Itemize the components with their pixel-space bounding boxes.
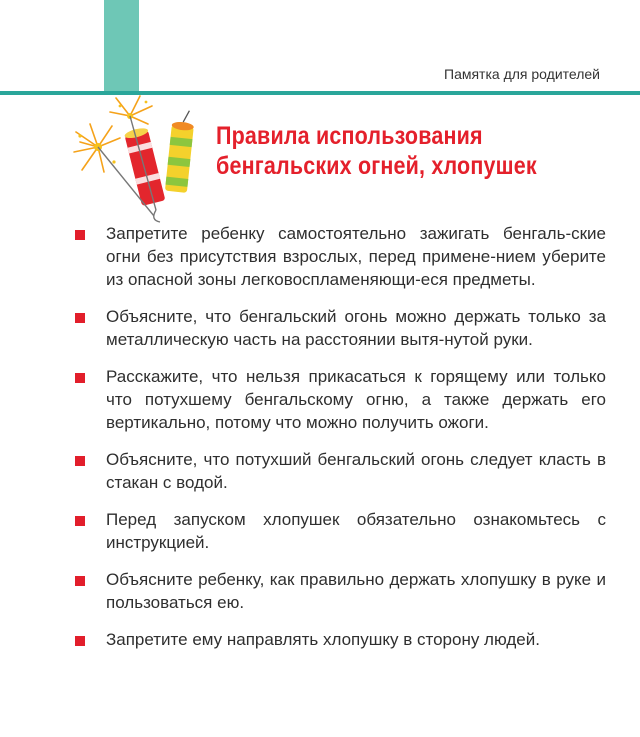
- list-item-text: Объясните, что бенгальский огонь можно держать только за металлическую часть на расстоянии вытя-нутой руки.: [106, 307, 606, 349]
- list-item-text: Расскажите, что нельзя прикасаться к горящему или только что потухшему бенгальскому огню, а также держать его вертикально, потому что можно получить ожоги.: [106, 367, 606, 432]
- list-item: [72, 628, 606, 651]
- title-line-1: Правила использования: [216, 122, 483, 150]
- bullet-square: [75, 636, 85, 646]
- bullet-square: [75, 313, 85, 323]
- list-item: [72, 568, 606, 614]
- header-label: Памятка для родителей: [444, 66, 600, 82]
- list-item-text: Объясните, что потухший бенгальский огонь следует класть в стакан с водой.: [106, 450, 606, 492]
- list-item: [72, 508, 606, 554]
- list-item-text: Запретите ребенку самостоятельно зажигать бенгаль-ские огни без присутствия взрослых, перед примене-нием уберите из опасной зоны легковоспламеняющи-еся предметы.: [106, 224, 606, 289]
- title-line-2: бенгальских огней, хлопушек: [216, 152, 537, 180]
- bullet-square: [75, 230, 85, 240]
- list-item-text: Объясните ребенку, как правильно держать хлопушку в руке и пользоваться ею.: [106, 570, 606, 612]
- bullet-square: [75, 456, 85, 466]
- rules-list: [72, 222, 606, 651]
- list-item: [72, 222, 606, 291]
- page-title: [216, 121, 560, 181]
- list-item: [72, 305, 606, 351]
- sparklers-and-firecrackers-icon: [68, 92, 218, 232]
- bullet-square: [75, 373, 85, 383]
- decorative-teal-bar: [104, 0, 139, 95]
- bullet-square: [75, 576, 85, 586]
- list-item: [72, 365, 606, 434]
- list-item-text: Запретите ему направлять хлопушку в сторону людей.: [106, 630, 540, 649]
- list-item-text: Перед запуском хлопушек обязательно ознакомьтесь с инструкцией.: [106, 510, 606, 552]
- list-item: [72, 448, 606, 494]
- bullet-square: [75, 516, 85, 526]
